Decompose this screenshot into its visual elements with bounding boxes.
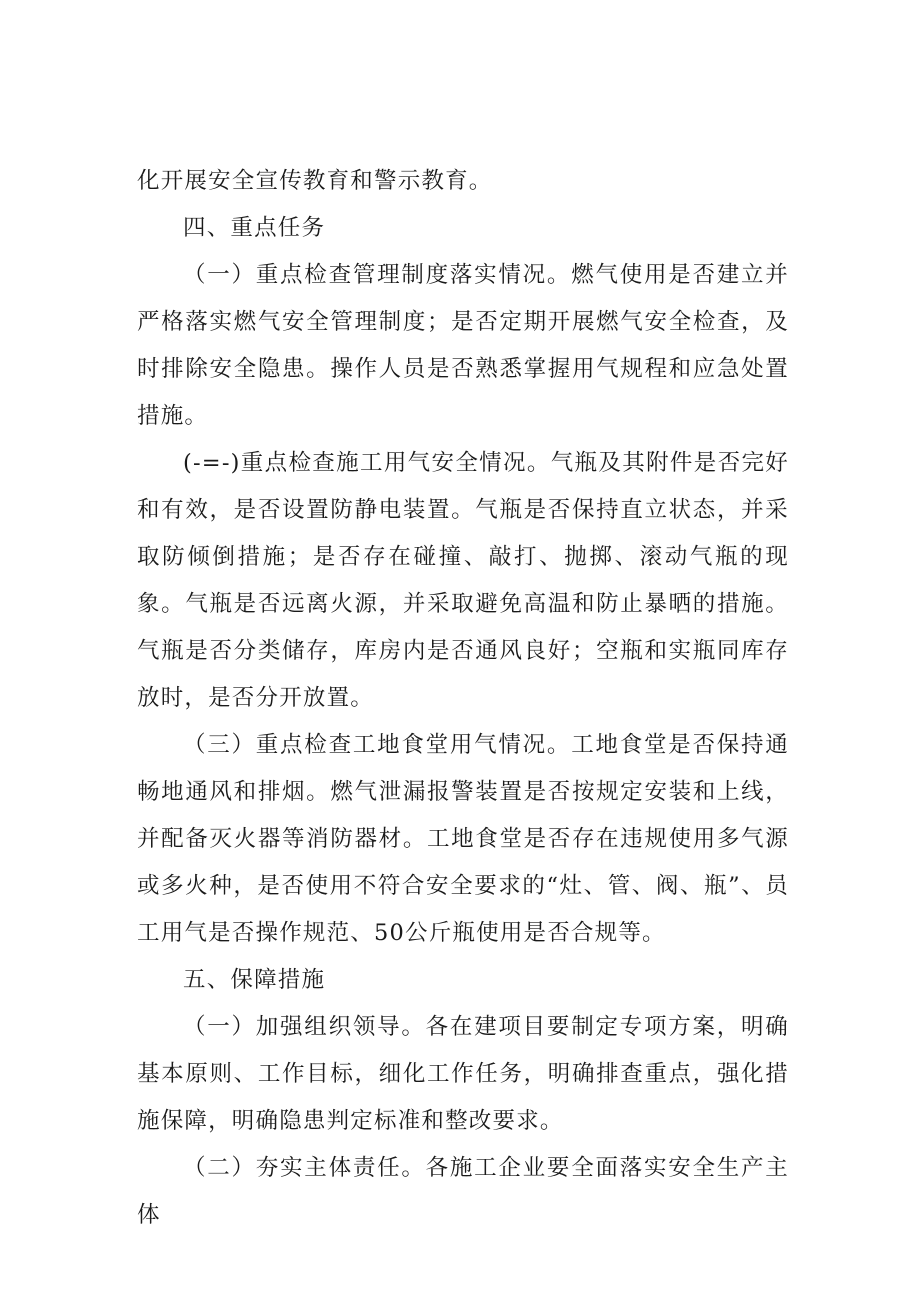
section-heading-safeguards: 五、保障措施 bbox=[183, 967, 326, 993]
section-heading-key-tasks: 四、重点任务 bbox=[183, 215, 326, 241]
paragraph-task-1: （一）重点检查管理制度落实情况。燃气使用是否建立并严格落实燃气安全管理制度；是否定期开展燃气安全检查，及时排除安全隐患。操作人员是否熟悉掌握用气规程和应急处置措施。 bbox=[137, 262, 789, 429]
paragraph-safeguard-2: （二）夯实主体责任。各施工企业要全面落实安全生产主体 bbox=[137, 1155, 789, 1228]
paragraph-task-2: (-=-)重点检查施工用气安全情况。气瓶及其附件是否完好和有效，是否设置防静电装置。气瓶是否保持直立状态，并采取防倾倒措施；是否存在碰撞、敲打、抛掷、滚动气瓶的现象。气瓶是否远离火源，并采取避免高温和防止暴晒的措施。气瓶是否分类储存，库房内是否通风良好；空瓶和实瓶同库存放时，是否分开放置。 bbox=[137, 450, 789, 711]
paragraph-safeguard-1: （一）加强组织领导。各在建项目要制定专项方案，明确基本原则、工作目标，细化工作任务，明确排查重点，强化措施保障，明确隐患判定标准和整改要求。 bbox=[137, 1014, 789, 1134]
paragraph-continuation: 化开展安全宣传教育和警示教育。 bbox=[137, 168, 493, 194]
paragraph-task-3: （三）重点检查工地食堂用气情况。工地食堂是否保持通畅地通风和排烟。燃气泄漏报警装置是否按规定安装和上线，并配备灭火器等消防器材。工地食堂是否存在违规使用多气源或多火种，是否使用不符合安全要求的“灶、管、阀、瓶”、员工用气是否操作规范、50公斤瓶使用是否合规等。 bbox=[137, 732, 789, 946]
document-page bbox=[137, 158, 789, 1239]
